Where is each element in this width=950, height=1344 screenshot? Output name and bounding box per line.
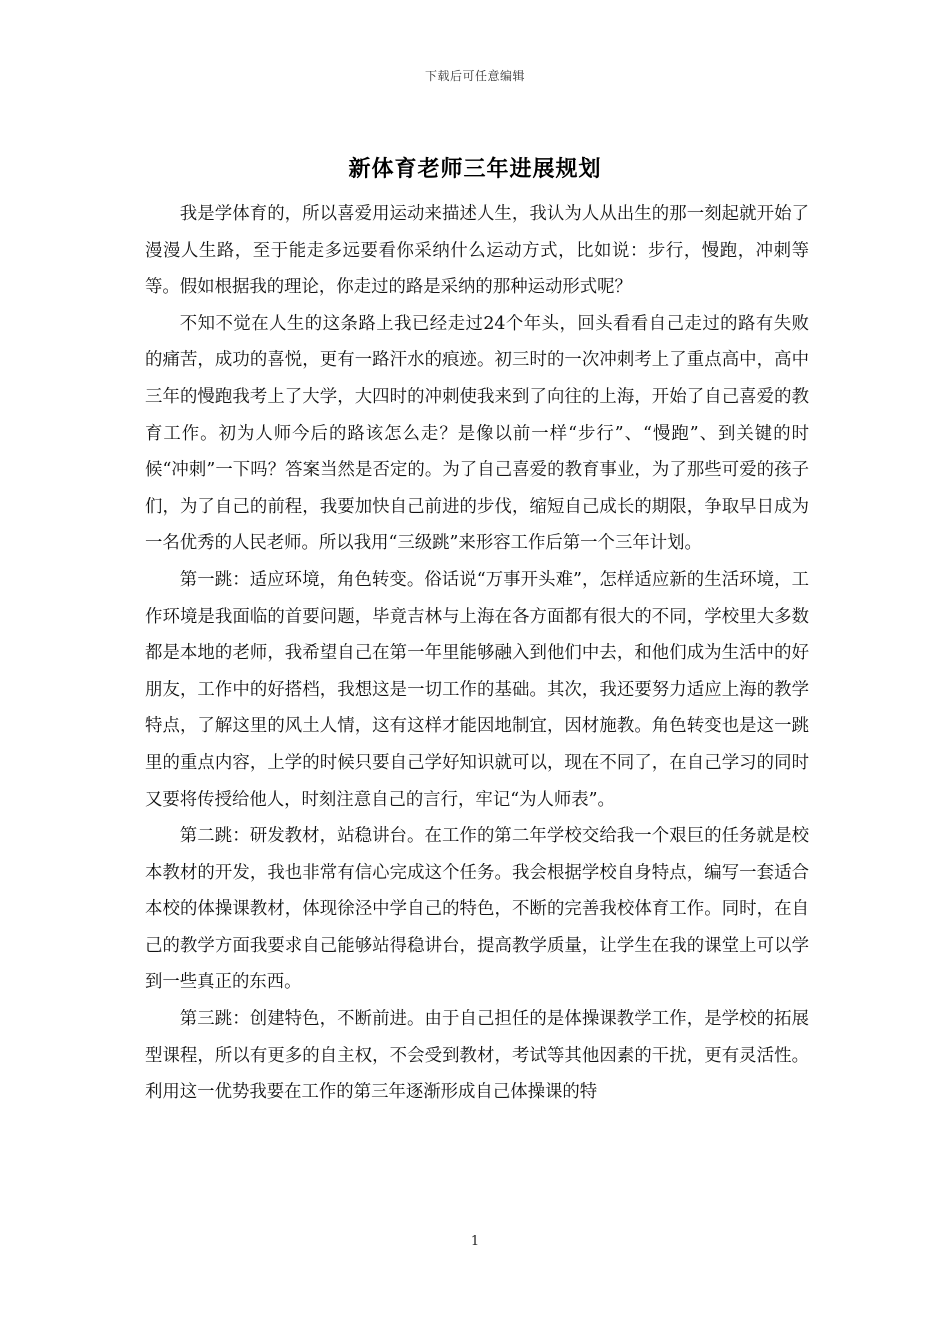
- paragraph-first-jump: 第一跳：适应环境，角色转变。俗话说“万事开头难”，怎样适应新的生活环境，工作环境是我面临的首要问题，毕竟吉林与上海在各方面都有很大的不同，学校里大多数都是本地的老师，我希望自己在第一年里能够融入到他们中去，和他们成为生活中的好朋友，工作中的好搭档，我想这是一切工作的基础。其次，我还要努力适应上海的教学特点，了解这里的风土人情，这有这样才能因地制宜，因材施教。角色转变也是这一跳里的重点内容，上学的时候只要自己学好知识就可以，现在不同了，在自己学习的同时又要将传授给他人，时刻注意自己的言行，牢记“为人师表”。: [145, 569, 809, 810]
- paragraph-background: 不知不觉在人生的这条路上我已经走过24个年头，回头看看自己走过的路有失败的痛苦，成功的喜悦，更有一路汗水的痕迹。初三时的一次冲刺考上了重点高中，高中三年的慢跑我考上了大学，大四时的冲刺使我来到了向往的上海，开始了自己喜爱的教育工作。初为人师今后的路该怎么走？是像以前一样“步行”、“慢跑”、到关键的时候“冲刺”一下吗？答案当然是否定的。为了自己喜爱的教育事业，为了那些可爱的孩子们，为了自己的前程，我要加快自己前进的步伐，缩短自己成长的期限，争取早日成为一名优秀的人民老师。所以我用“三级跳”来形容工作后第一个三年计划。: [145, 313, 809, 554]
- document-body: [145, 196, 809, 1111]
- paragraph-second-jump: 第二跳：研发教材，站稳讲台。在工作的第二年学校交给我一个艰巨的任务就是校本教材的开发，我也非常有信心完成这个任务。我会根据学校自身特点，编写一套适合本校的体操课教材，体现徐泾中学自己的特色，不断的完善我校体育工作。同时，在自己的教学方面我要求自己能够站得稳讲台，提高教学质量，让学生在我的课堂上可以学到一些真正的东西。: [145, 826, 809, 993]
- header-note: 下载后可任意编辑: [424, 69, 525, 83]
- paragraph-third-jump: 第三跳：创建特色，不断前进。由于自己担任的是体操课教学工作，是学校的拓展型课程，所以有更多的自主权，不会受到教材，考试等其他因素的干扰，更有灵活性。利用这一优势我要在工作的第三年逐渐形成自己体操课的特: [145, 1009, 809, 1103]
- document-title: 新体育老师三年进展规划: [348, 156, 602, 182]
- page-number: 1: [470, 1234, 480, 1249]
- paragraph-intro: 我是学体育的，所以喜爱用运动来描述人生，我认为人从出生的那一刻起就开始了漫漫人生路，至于能走多远要看你采纳什么运动方式，比如说：步行，慢跑，冲刺等等。假如根据我的理论，你走过的路是采纳的那种运动形式呢？: [145, 204, 809, 298]
